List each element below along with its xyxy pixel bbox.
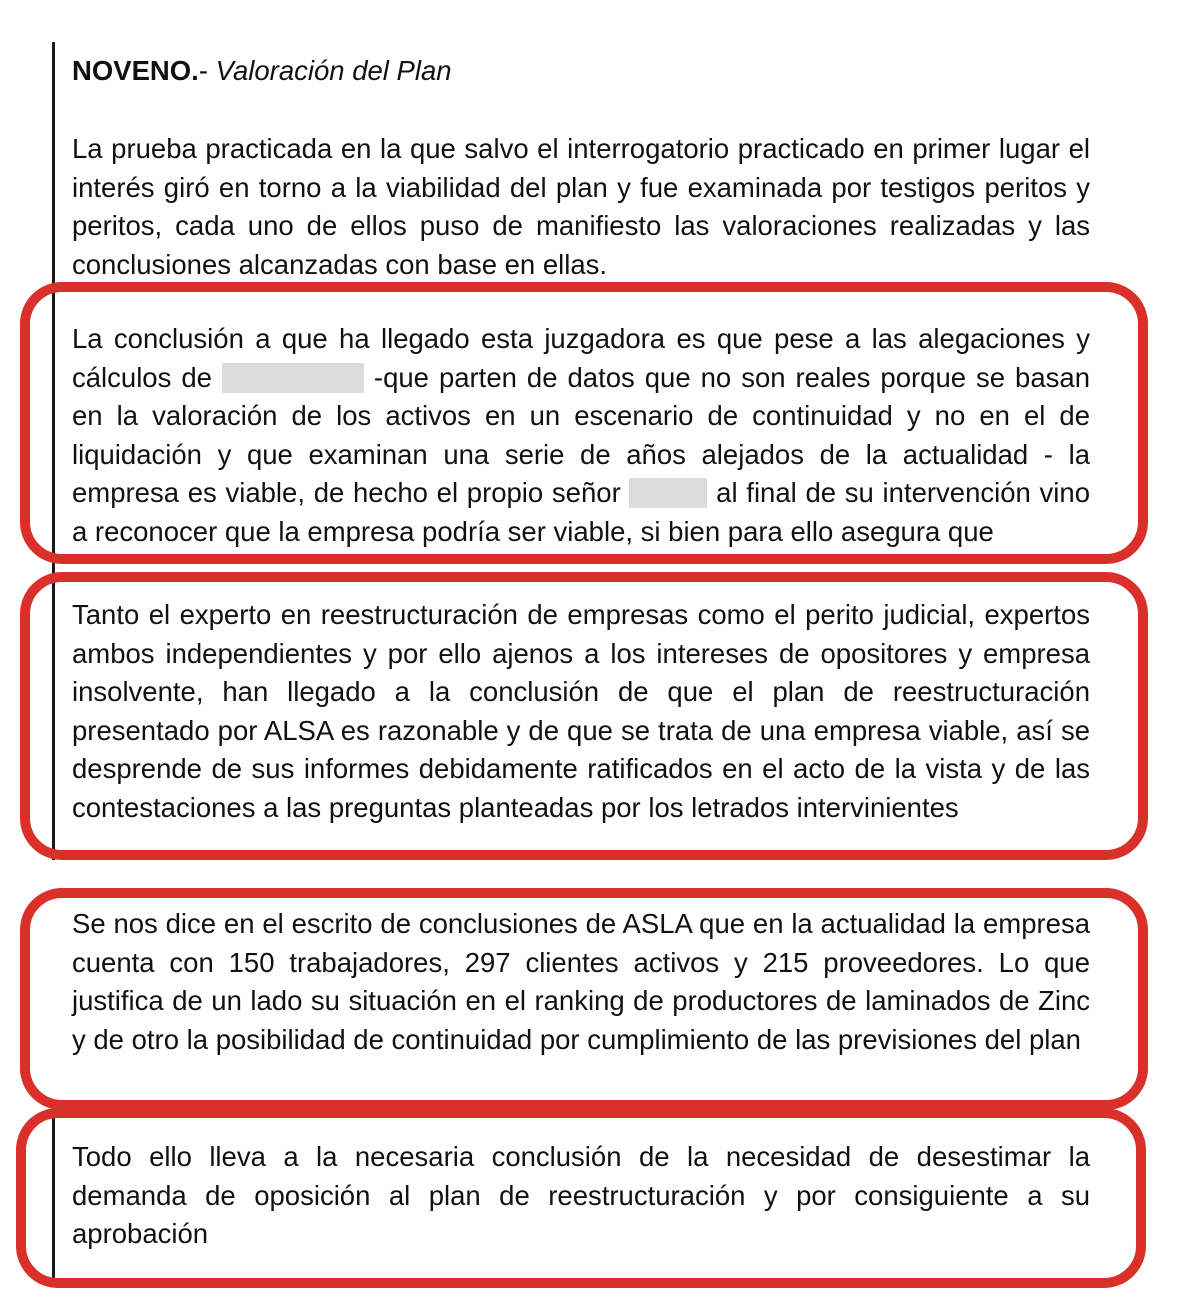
paragraph-2-part-c: al final de su intervención vino a reconocer que la empresa podría ser viable, si bien para ello asegura que [72,477,1090,547]
paragraph-2-part-b: -que parten de datos que no son reales porque se basan en la valoración de los activos en un escenario de continuidad y no en el de liquidación y que examinan una serie de años alejados de la actualidad - la empresa es viable, de hecho el propio señor [72,361,1090,508]
paragraph-4: Se nos dice en el escrito de conclusiones de ASLA que en la actualidad la empresa cuenta con 150 trabajadores, 297 clientes activos y 215 proveedores. Lo que justifica de un lado su situación en el ranking de productores de laminados de Zinc y de otro la posibilidad de continuidad por cumplimiento de las previsiones del plan [72,908,1090,1055]
highlight-frame-paragraph-4 [20,888,1148,1110]
section-heading [72,52,452,91]
paragraph-2-part-a: La conclusión a que ha llegado esta juzgadora es que pese a las alegaciones y cálculos de [72,323,1090,393]
paragraph-1: La prueba practicada en la que salvo el interrogatorio practicado en primer lugar el interés giró en torno a la viabilidad del plan y fue examinada por testigos peritos y peritos, cada uno de ellos puso de manifiesto las valoraciones realizadas y las conclusiones alcanzadas con base en ellas. [72,133,1090,280]
paragraph-5: Todo ello lleva a la necesaria conclusión de la necesidad de desestimar la demanda de oposición al plan de reestructuración y por consiguiente a su aprobación [72,1141,1090,1249]
section-number: NOVENO. [72,55,199,86]
highlight-frame-paragraph-5 [16,1108,1146,1288]
highlight-frame-paragraph-3 [20,572,1148,860]
section-title: Valoración del Plan [215,55,452,86]
heading-separator: - [198,55,216,86]
paragraph-3: Tanto el experto en reestructuración de empresas como el perito judicial, expertos ambos independientes y por ello ajenos a los intereses de opositores y empresa insolvente, han llegado a la conclusión de que el plan de reestructuración presentado por ALSA es razonable y de que se trata de una empresa viable, así se desprende de sus informes debidamente ratificados en el acto de la vista y de las contestaciones a las preguntas planteadas por los letrados intervinientes [72,599,1090,823]
highlight-frame-paragraph-2 [20,282,1148,564]
